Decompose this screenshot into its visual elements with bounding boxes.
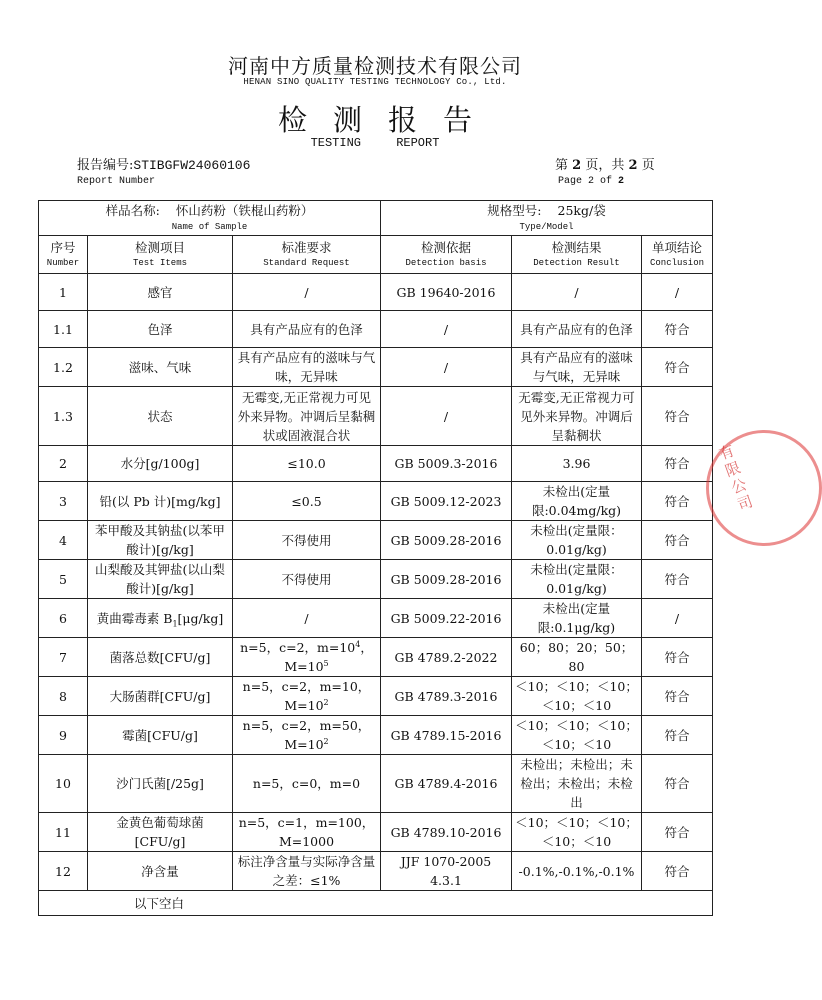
sample-name-value: 怀山药粉（铁棍山药粉）: [175, 203, 314, 218]
cell-conclusion: 符合: [642, 638, 713, 677]
cell-item: 苯甲酸及其钠盐(以苯甲酸计)[g/kg]: [88, 521, 233, 560]
cell-no: 4: [39, 521, 88, 560]
table-row: [39, 638, 713, 677]
cell-result: 未检出；未检出；未检出；未检出；未检出: [512, 755, 642, 813]
table-row: [39, 446, 713, 482]
cell-result: 未检出(定量限:0.1μg/kg): [512, 599, 642, 638]
cell-basis: /: [381, 387, 512, 446]
cell-basis: GB 4789.4-2016: [381, 755, 512, 813]
seal-text: 有限公司: [714, 441, 757, 516]
cell-item: 滋味、气味: [88, 348, 233, 387]
sample-name-cell: [39, 201, 381, 236]
cell-conclusion: 符合: [642, 387, 713, 446]
column-header: 标准要求 Standard Request: [233, 236, 381, 274]
sample-model-label-en: Type/Model: [519, 222, 574, 232]
test-results-table: [38, 200, 713, 916]
cell-conclusion: 符合: [642, 482, 713, 521]
report-number-value: STIBGFW24060106: [133, 158, 251, 173]
cell-item: [88, 599, 233, 638]
cell-standard: 无霉变,无正常视力可见外来异物。冲调后呈黏稠状或固液混合状: [233, 387, 381, 446]
cell-no: 5: [39, 560, 88, 599]
cell-standard: 具有产品应有的滋味与气味，无异味: [233, 348, 381, 387]
cell-no: 3: [39, 482, 88, 521]
cell-conclusion: 符合: [642, 813, 713, 852]
cell-conclusion: 符合: [642, 446, 713, 482]
cell-standard: [233, 638, 381, 677]
cell-item: 状态: [88, 387, 233, 446]
cell-item: 菌落总数[CFU/g]: [88, 638, 233, 677]
cell-basis: GB 5009.22-2016: [381, 599, 512, 638]
cell-conclusion: 符合: [642, 348, 713, 387]
std-exponent: 2: [323, 697, 329, 707]
cell-item: 山梨酸及其钾盐(以山梨酸计)[g/kg]: [88, 560, 233, 599]
cell-basis: JJF 1070-2005 4.3.1: [381, 852, 512, 891]
cell-result: -0.1%,-0.1%,-0.1%: [512, 852, 642, 891]
cell-item: 大肠菌群[CFU/g]: [88, 677, 233, 716]
cell-no: 6: [39, 599, 88, 638]
cell-conclusion: 符合: [642, 311, 713, 348]
cell-basis: /: [381, 311, 512, 348]
table-row: [39, 311, 713, 348]
cell-basis: GB 5009.12-2023: [381, 482, 512, 521]
page-en-prefix: Page 2 of: [558, 176, 613, 187]
cell-result: ＜10；＜10；＜10；＜10；＜10: [512, 716, 642, 755]
report-title-en: TESTING REPORT: [310, 136, 440, 150]
cell-standard: ≤0.5: [233, 482, 381, 521]
cell-standard: /: [233, 599, 381, 638]
cell-result: 60；80；20；50；80: [512, 638, 642, 677]
report-number: [77, 154, 250, 173]
sample-model-cell: [381, 201, 713, 236]
cell-basis: GB 4789.2-2022: [381, 638, 512, 677]
table-row: [39, 599, 713, 638]
page-number: 2: [572, 158, 582, 173]
std-text: n=5，c=2，m=50，M=10: [242, 718, 371, 752]
cell-no: 10: [39, 755, 88, 813]
cell-no: 8: [39, 677, 88, 716]
cell-no: 11: [39, 813, 88, 852]
cell-result: ＜10；＜10；＜10；＜10；＜10: [512, 677, 642, 716]
cell-no: 12: [39, 852, 88, 891]
report-number-en: Report Number: [77, 176, 156, 187]
table-row: [39, 348, 713, 387]
page-suffix: 页: [641, 158, 655, 173]
cell-standard: 标注净含量与实际净含量之差：≤1%: [233, 852, 381, 891]
cell-item: 霉菌[CFU/g]: [88, 716, 233, 755]
table-row: [39, 521, 713, 560]
cell-basis: GB 4789.15-2016: [381, 716, 512, 755]
cell-conclusion: 符合: [642, 521, 713, 560]
table-row: [39, 852, 713, 891]
page-prefix: 第: [555, 158, 569, 173]
cell-standard: 具有产品应有的色泽: [233, 311, 381, 348]
cell-item: 水分[g/100g]: [88, 446, 233, 482]
cell-result: 无霉变,无正常视力可见外来异物。冲调后呈黏稠状: [512, 387, 642, 446]
company-name-cn: 河南中方质量检测技术有限公司: [228, 54, 522, 78]
blank-marker-row: [39, 891, 713, 916]
table-row: [39, 387, 713, 446]
cell-no: 2: [39, 446, 88, 482]
cell-item: 色泽: [88, 311, 233, 348]
column-header: 检测项目 Test Items: [88, 236, 233, 274]
cell-item: 净含量: [88, 852, 233, 891]
cell-result: 未检出(定量限：0.01g/kg): [512, 560, 642, 599]
sample-model-label: 规格型号:: [487, 203, 542, 218]
company-name-en: HENAN SINO QUALITY TESTING TECHNOLOGY Co., Ltd.: [243, 77, 507, 87]
cell-standard: [233, 716, 381, 755]
report-number-label: 报告编号:: [77, 158, 134, 173]
cell-no: 1.2: [39, 348, 88, 387]
cell-conclusion: 符合: [642, 716, 713, 755]
sample-name-label-en: Name of Sample: [171, 222, 248, 232]
std-text: n=5，c=2，m=10: [240, 640, 356, 655]
cell-conclusion: /: [642, 599, 713, 638]
cell-result: 未检出(定量限:0.04mg/kg): [512, 482, 642, 521]
cell-conclusion: 符合: [642, 852, 713, 891]
std-exponent: 4: [355, 639, 361, 649]
cell-standard: /: [233, 274, 381, 311]
cell-standard: 不得使用: [233, 560, 381, 599]
table-row: [39, 716, 713, 755]
cell-standard: ≤10.0: [233, 446, 381, 482]
sample-model-value: 25kg/袋: [557, 203, 606, 218]
cell-no: 1.1: [39, 311, 88, 348]
cell-no: 1: [39, 274, 88, 311]
std-text: ，M=10: [284, 640, 373, 674]
page-indicator-en: [558, 176, 624, 187]
table-header-row: [39, 236, 713, 274]
cell-result: 具有产品应有的色泽: [512, 311, 642, 348]
cell-result: 具有产品应有的滋味与气味，无异味: [512, 348, 642, 387]
cell-conclusion: 符合: [642, 677, 713, 716]
cell-basis: GB 4789.3-2016: [381, 677, 512, 716]
column-header: 序号 Number: [39, 236, 88, 274]
cell-conclusion: 符合: [642, 560, 713, 599]
sample-info-row: [39, 201, 713, 236]
sample-name-label: 样品名称:: [105, 203, 160, 218]
cell-basis: GB 4789.10-2016: [381, 813, 512, 852]
report-title-cn: 检测报告: [277, 103, 498, 137]
table-row: [39, 560, 713, 599]
item-text: 黄曲霉毒素 B: [96, 610, 173, 626]
cell-item: 感官: [88, 274, 233, 311]
table-row: [39, 482, 713, 521]
column-header: 单项结论 Conclusion: [642, 236, 713, 274]
cell-standard: 不得使用: [233, 521, 381, 560]
cell-no: 7: [39, 638, 88, 677]
cell-result: /: [512, 274, 642, 311]
table-row: [39, 274, 713, 311]
column-header: 检测依据 Detection basis: [381, 236, 512, 274]
cell-result: ＜10；＜10；＜10；＜10；＜10: [512, 813, 642, 852]
cell-basis: /: [381, 348, 512, 387]
cell-basis: GB 5009.3-2016: [381, 446, 512, 482]
std-exponent: 2: [323, 736, 329, 746]
page-indicator-cn: [555, 154, 655, 173]
table-row: [39, 813, 713, 852]
std-text: n=5，c=2，m=10，M=10: [242, 679, 371, 713]
page-total: 2: [628, 158, 638, 173]
column-header: 检测结果 Detection Result: [512, 236, 642, 274]
std-exponent: 5: [323, 658, 329, 668]
cell-item: 金黄色葡萄球菌[CFU/g]: [88, 813, 233, 852]
cell-result: 未检出(定量限：0.01g/kg): [512, 521, 642, 560]
item-subscript: 1: [172, 619, 178, 628]
cell-basis: GB 5009.28-2016: [381, 560, 512, 599]
item-unit: [μg/kg]: [177, 610, 224, 626]
blank-marker: 以下空白: [39, 891, 713, 916]
cell-conclusion: /: [642, 274, 713, 311]
cell-standard: n=5，c=0，m=0: [233, 755, 381, 813]
cell-no: 1.3: [39, 387, 88, 446]
cell-basis: GB 5009.28-2016: [381, 521, 512, 560]
cell-item: 铅(以 Pb 计)[mg/kg]: [88, 482, 233, 521]
cell-basis: GB 19640-2016: [381, 274, 512, 311]
cell-standard: n=5，c=1，m=100，M=1000: [233, 813, 381, 852]
cell-standard: [233, 677, 381, 716]
page-mid: 页，共: [585, 158, 625, 173]
cell-item: 沙门氏菌[/25g]: [88, 755, 233, 813]
table-row: [39, 755, 713, 813]
cell-result: 3.96: [512, 446, 642, 482]
table-row: [39, 677, 713, 716]
page-en-total: 2: [618, 176, 625, 187]
cell-conclusion: 符合: [642, 755, 713, 813]
cell-no: 9: [39, 716, 88, 755]
